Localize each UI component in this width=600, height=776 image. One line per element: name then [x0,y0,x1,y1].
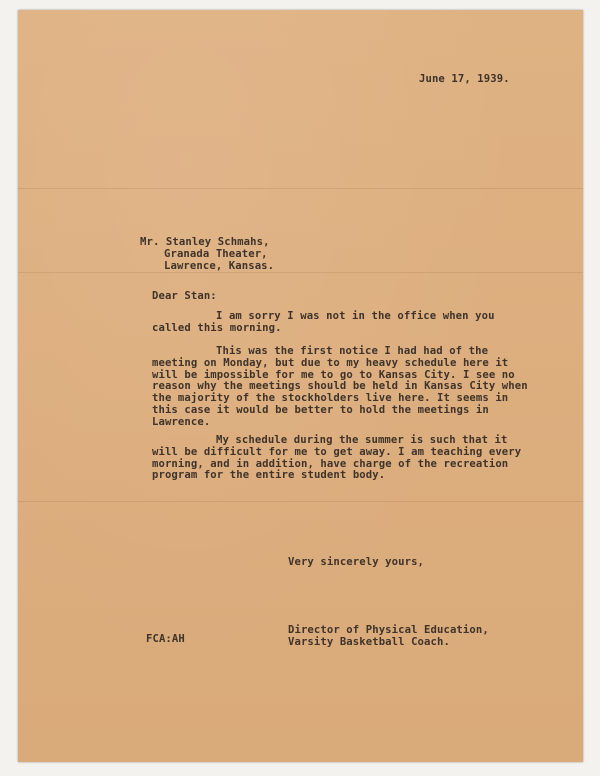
addressee-company: Granada Theater, [164,247,268,260]
addressee-city: Lawrence, Kansas. [164,259,275,272]
paragraph-line: will be difficult for me to get away. I am teaching every [152,445,522,458]
paragraph-line: My schedule during the summer is such that it [216,434,508,446]
letter-date: June 17, 1939. [419,73,510,85]
paragraph-1 [152,311,495,335]
paper-fold-line [18,188,583,189]
paragraph-line: Lawrence. [152,415,211,428]
addressee-name: Mr. Stanley Schmahs, [140,236,270,248]
paper-fold-line [18,272,583,273]
paragraph-line: meeting on Monday, but due to my heavy schedule here it [152,356,509,369]
paragraph-line: will be impossible for me to go to Kansas City. I see no [152,368,515,381]
paragraph-line: the majority of the stockholders live here. It seems in [152,392,509,405]
paper-fold-line [18,501,583,502]
typist-initials: FCA:AH [146,633,185,645]
paragraph-2 [152,346,528,429]
paragraph-line: This was the first notice I had had of the [216,345,489,357]
signature-block [288,625,489,649]
paragraph-line: called this morning. [152,321,282,334]
paragraph-line: I am sorry I was not in the office when you [216,310,495,322]
addressee-block [140,237,274,272]
signature-title-line: Director of Physical Education, [288,624,489,636]
paragraph-line: reason why the meetings should be held in Kansas City when [152,380,528,393]
paragraph-3 [152,435,521,482]
paragraph-line: morning, and in addition, have charge of the recreation [152,457,509,470]
paragraph-line: this case it would be better to hold the meetings in [152,403,489,416]
salutation: Dear Stan: [152,290,217,302]
signature-title-line: Varsity Basketball Coach. [288,635,450,648]
paragraph-line: program for the entire student body. [152,469,386,482]
closing: Very sincerely yours, [288,556,425,568]
